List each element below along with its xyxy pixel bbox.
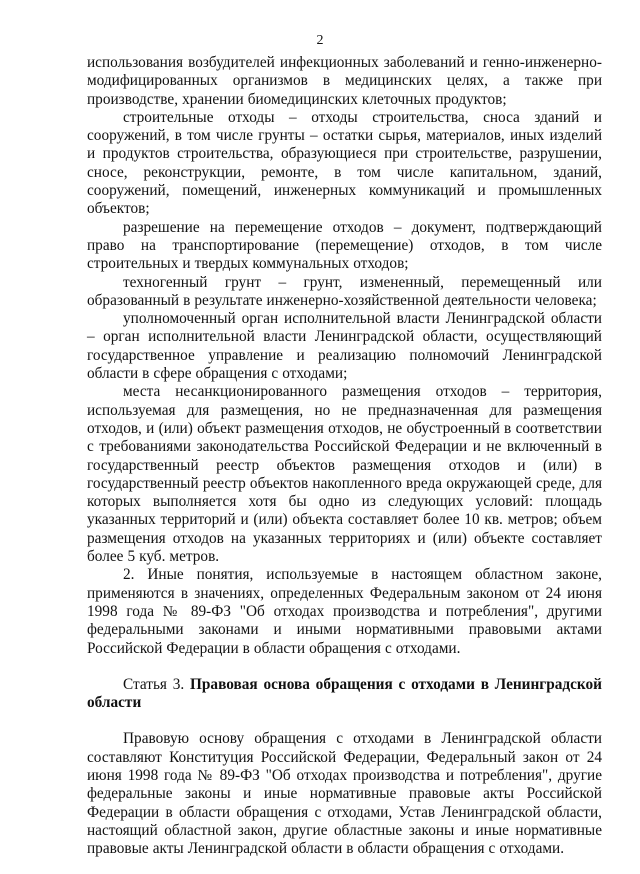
paragraph-4: техногенный грунт – грунт, измененный, перемещенный или образованный в результате инженерно-хозяйственной деятельности человека; [87, 273, 602, 309]
paragraph-6: места несанкционированного размещения отходов – территория, используемая для размещения, но не предназначенная для размещения отходов, и (или) объект размещения отходов, не обустроенный в соответствии с требованиями законодательства Российской Федерации и не включенный в государственный реестр объектов размещения отходов и (или) в государственный реестр объектов накопленного вреда окружающей среде, для которых выполняется хотя бы одно из следующих условий: площадь указанных территорий и (или) объекта составляет более 10 кв. метров; объем размещения отходов на указанных территориях и (или) объекте составляет более 5 куб. метров. [87, 383, 602, 566]
paragraph-1: использования возбудителей инфекционных заболеваний и генно-инженерно-модифицированных организмов в медицинских целях, а также при производстве, хранении биомедицинских клеточных продуктов; [87, 54, 602, 108]
page-number: 2 [316, 33, 324, 48]
paragraphs-top [87, 54, 602, 658]
paragraph-2: строительные отходы – отходы строительства, сноса зданий и сооружений, в том числе грунты – остатки сырья, материалов, иных изделий и продуктов строительства, образующиеся при строительстве, разрушении, сносе, реконструкции, ремонте, в том числе капитальном, зданий, сооружений, помещений, инженерных коммуникаций и промышленных объектов; [87, 108, 602, 218]
article-title: Правовая основа обращения с отходами в Ленинградской области [87, 675, 602, 712]
paragraph-7: 2. Иные понятия, используемые в настоящем областном законе, применяются в значениях, определенных Федеральным законом от 24 июня 1998 года № 89-ФЗ "Об отходах производства и потребления", другими федеральными законами и иными нормативными правовыми актами Российской Федерации в области обращения с отходами. [87, 566, 602, 657]
article-prefix: Статья 3. [123, 675, 191, 693]
paragraph-bottom: Правовую основу обращения с отходами в Ленинградской области составляют Конституция Российской Федерации, Федеральный закон от 24 июня 1998 года № 89-ФЗ "Об отходах производства и потребления", другие федеральные законы и иные нормативные правовые акты Российской Федерации в области обращения с отходами, Устав Ленинградской области, настоящий областной закон, другие областные законы и иные нормативные правовые акты Ленинградской области в области обращения с отходами. [87, 730, 602, 858]
paragraph-5: уполномоченный орган исполнительной власти Ленинградской области – орган исполнительной власти Ленинградской области, осуществляющий государственное управление и реализацию полномочий Ленинградской области в сфере обращения с отходами; [87, 310, 602, 383]
paragraph-3: разрешение на перемещение отходов – документ, подтверждающий право на транспортирование (перемещение) отходов, в том числе строительных и твердых коммунальных отходов; [87, 218, 602, 273]
article-heading [87, 676, 602, 713]
